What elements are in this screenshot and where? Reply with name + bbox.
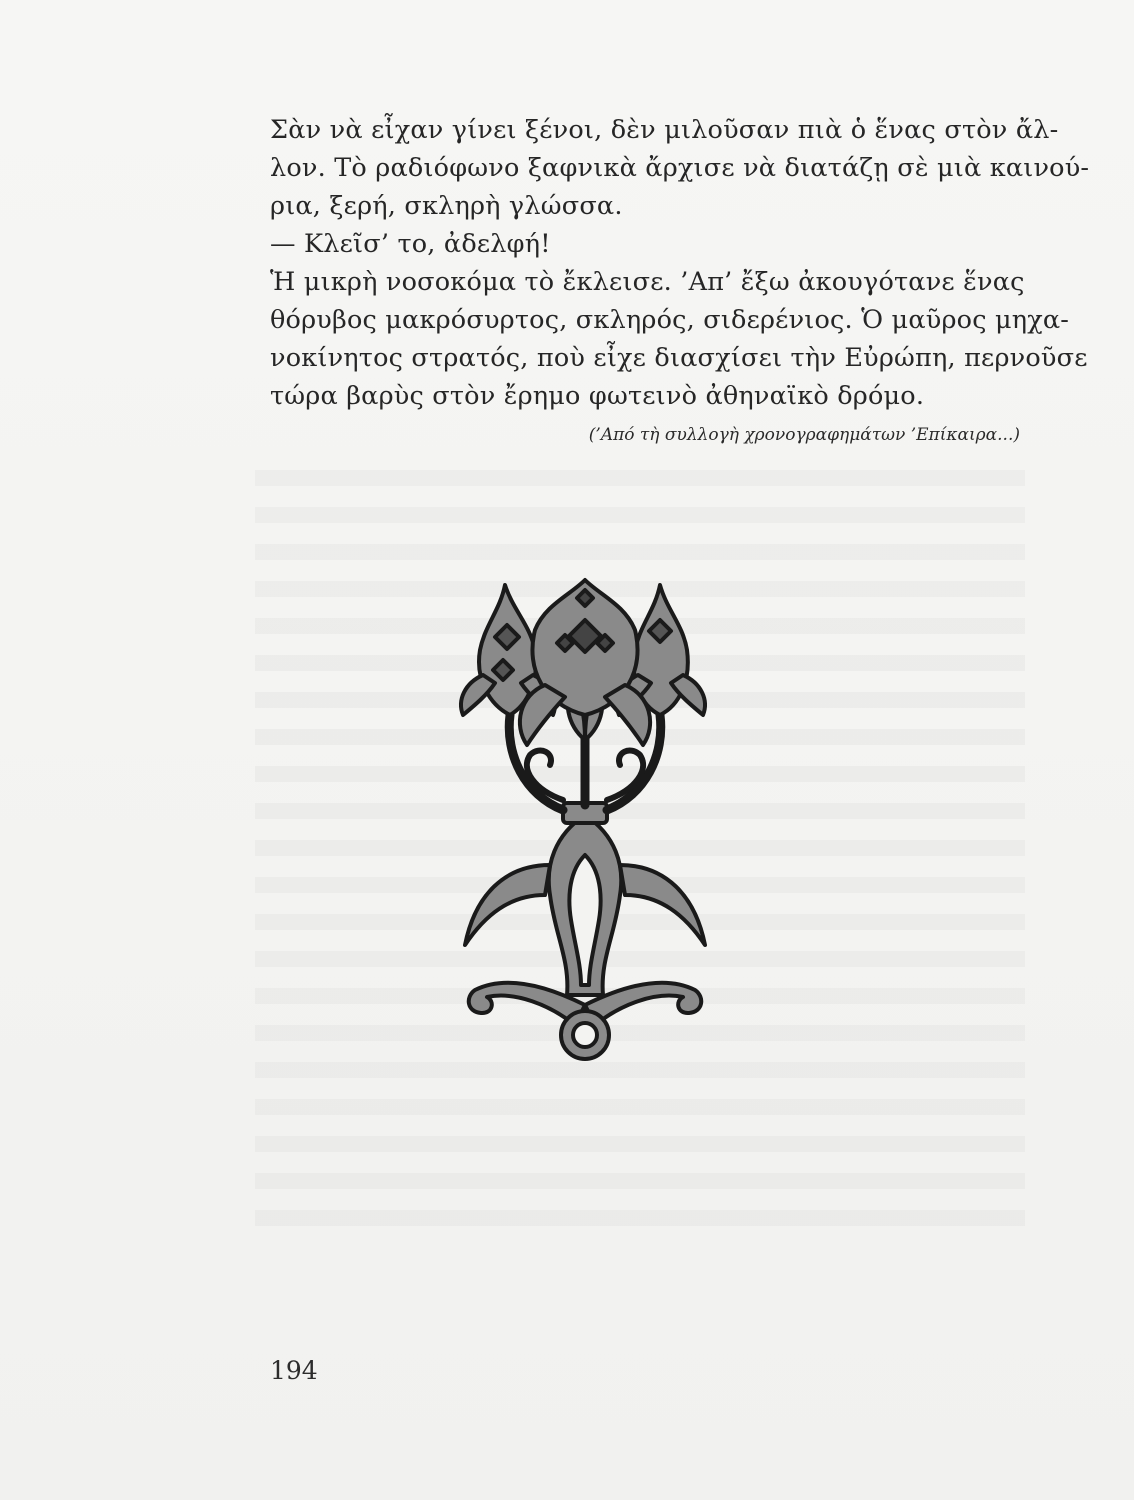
source-suffix: ...)	[997, 425, 1020, 445]
paragraph	[270, 111, 1090, 415]
source-prefix: (’Από τὴ συλλογὴ χρονογραφημάτων	[588, 425, 911, 445]
text-line: — Κλεῖσ’ το, ἀδελφή!	[270, 229, 551, 259]
text-line: θόρυβος μακρόσυρτος, σκληρός, σιδερένιος. Ὁ μαῦρος μηχα-	[270, 305, 1070, 335]
text-line: λον. Τὸ ραδιόφωνο ξαφνικὰ ἄρχισε νὰ διατάζῃ σὲ μιὰ καινού-	[270, 153, 1090, 183]
text-line: νοκίνητος στρατός, ποὺ εἶχε διασχίσει τὴν Εὐρώπη, περνοῦσε	[270, 343, 1088, 373]
source-title: ’Επίκαιρα	[910, 425, 998, 445]
text-line: Σὰν νὰ εἶχαν γίνει ξένοι, δὲν μιλοῦσαν πιὰ ὁ ἕνας στὸν ἄλ-	[270, 115, 1059, 145]
text-line: τώρα βαρὺς στὸν ἔρημο φωτεινὸ ἀθηναϊκὸ δρόμο.	[270, 381, 925, 411]
text-line: Ἡ μικρὴ νοσοκόμα τὸ ἔκλεισε. ’Απ’ ἔξω ἀκουγότανε ἕνας	[270, 267, 1025, 297]
body-text	[270, 111, 1090, 415]
floral-vase-ornament-icon	[395, 565, 775, 1085]
source-citation	[520, 425, 1020, 445]
text-line: ρια, ξερή, σκληρὴ γλώσσα.	[270, 191, 623, 221]
page-number: 194	[270, 1356, 318, 1385]
